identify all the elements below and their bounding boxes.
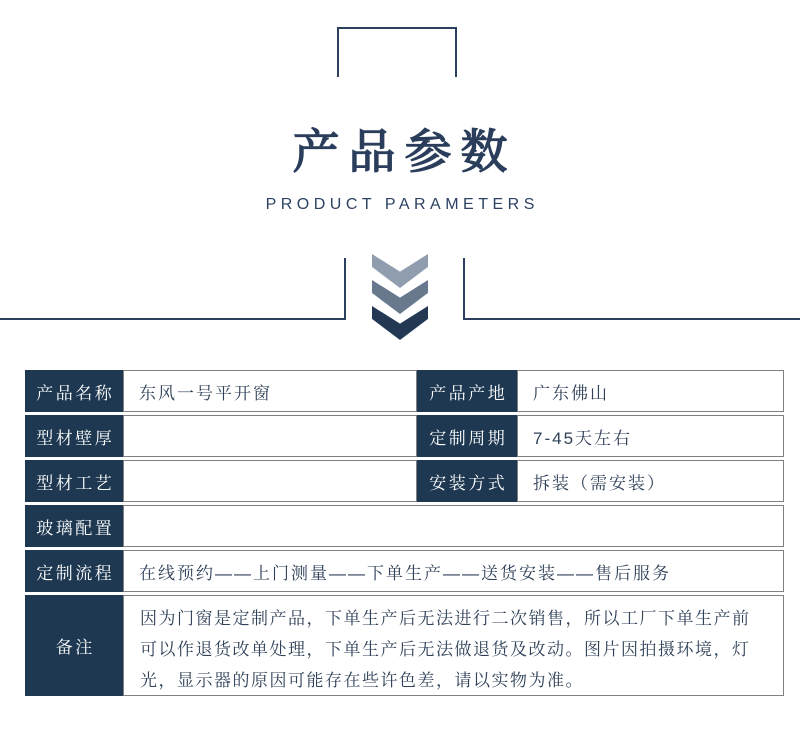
row-label-remarks: 备注: [25, 595, 123, 696]
row-value-lead-time: 7-45天左右: [517, 415, 784, 457]
table-row: [25, 505, 784, 547]
top-bracket-decoration: [337, 27, 457, 77]
row-value-install-method: 拆装（需安装）: [517, 460, 784, 502]
row-value-glass-config: [123, 505, 784, 547]
table-row: [25, 460, 784, 502]
table-row: [25, 595, 784, 696]
table-row: [25, 550, 784, 592]
row-label-lead-time: 定制周期: [417, 415, 517, 457]
row-value-remarks: 因为门窗是定制产品，下单生产后无法进行二次销售，所以工厂下单生产前可以作退货改单处理，下单生产后无法做退货及改动。图片因拍摄环境，灯光，显示器的原因可能存在些许色差，请以实物为准。: [123, 595, 784, 696]
row-label-install-method: 安装方式: [417, 460, 517, 502]
row-label-custom-flow: 定制流程: [25, 550, 123, 592]
bottom-frame-right-decoration: [463, 258, 800, 320]
row-value-product-name: 东风一号平开窗: [123, 370, 417, 412]
table-row: [25, 370, 784, 412]
bottom-frame-left-decoration: [0, 258, 346, 320]
product-parameters-table: [25, 370, 784, 696]
row-label-origin: 产品产地: [417, 370, 517, 412]
row-label-glass-config: 玻璃配置: [25, 505, 123, 547]
row-label-wall-thickness: 型材壁厚: [25, 415, 123, 457]
table-row: [25, 415, 784, 457]
row-value-wall-thickness: [123, 415, 417, 457]
row-value-custom-flow: 在线预约——上门测量——下单生产——送货安装——售后服务: [123, 550, 784, 592]
row-label-profile-process: 型材工艺: [25, 460, 123, 502]
page-subtitle: PRODUCT PARAMETERS: [265, 196, 539, 213]
page-title: 产品参数: [292, 125, 517, 178]
row-value-profile-process: [123, 460, 417, 502]
row-value-origin: 广东佛山: [517, 370, 784, 412]
chevron-down-icon: [372, 254, 428, 288]
row-label-product-name: 产品名称: [25, 370, 123, 412]
